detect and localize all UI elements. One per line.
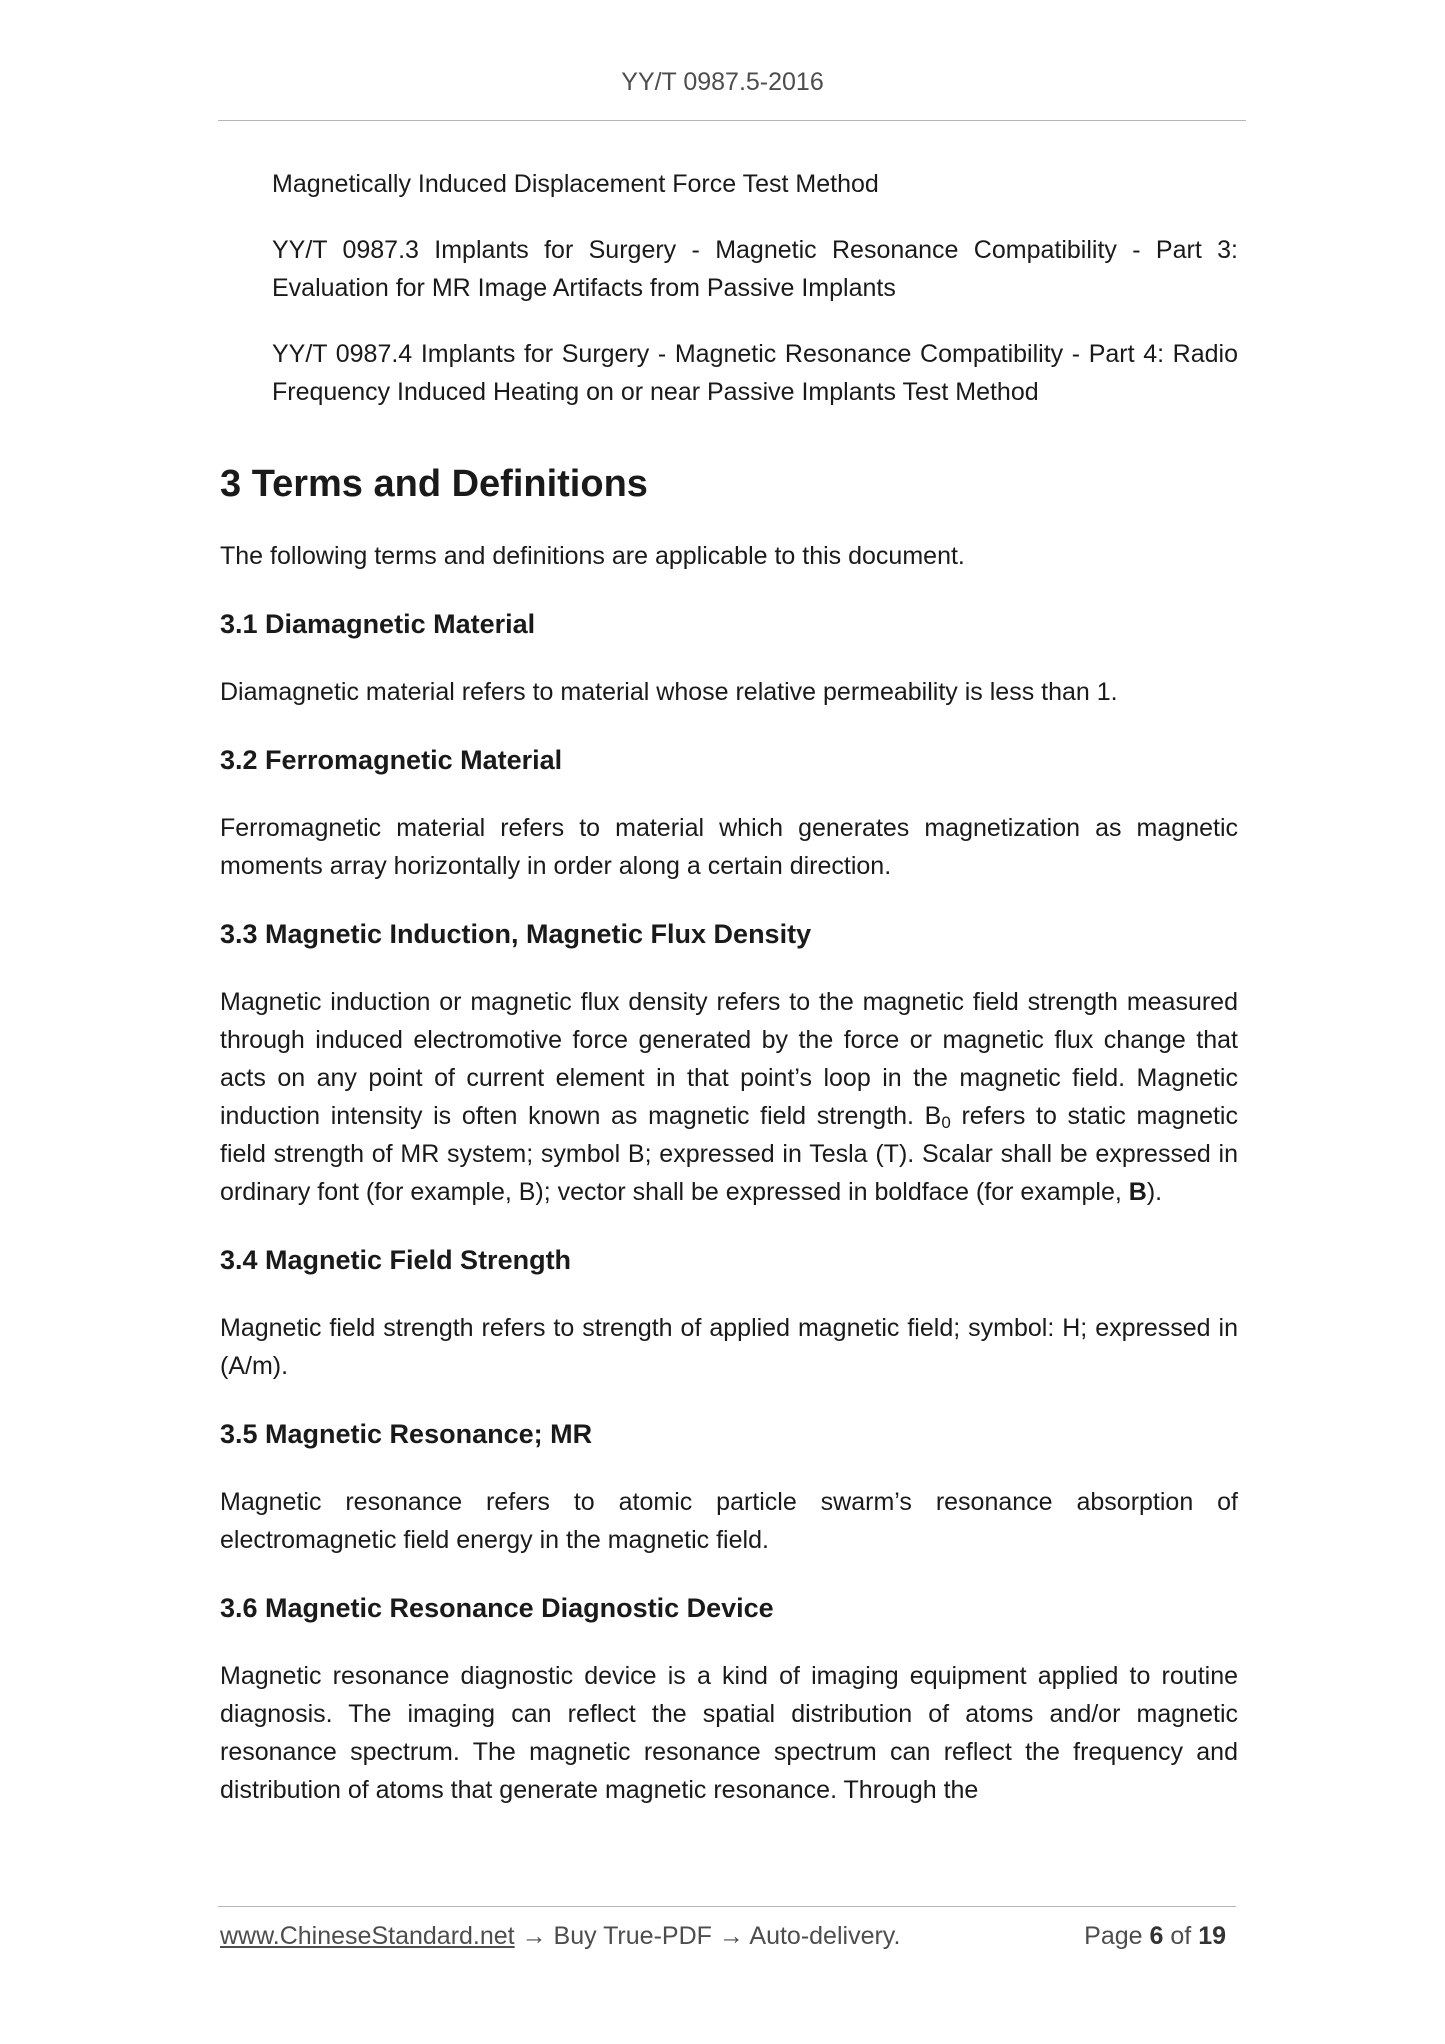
- page-indicator: Page 6 of 19: [1084, 1922, 1226, 1950]
- term-heading: 3.2 Ferromagnetic Material: [220, 745, 563, 775]
- term-heading: 3.1 Diamagnetic Material: [220, 609, 536, 639]
- term-heading: 3.5 Magnetic Resonance; MR: [220, 1419, 593, 1449]
- current-page: 6: [1149, 1922, 1164, 1950]
- bold-symbol: B: [1128, 1178, 1147, 1206]
- total-pages: 19: [1198, 1922, 1226, 1950]
- term-heading: 3.6 Magnetic Resonance Diagnostic Device: [220, 1593, 774, 1623]
- term-definition: Magnetic induction or magnetic flux density refers to the magnetic field strength measured through induced electromotive force generated by the force or magnetic flux change that acts on any point of current element in that point’s loop in the magnetic field. Magnetic induction intensity is often known as magnetic field strength. $B_0$ refers to static magnetic field strength of MR system; symbol B; expressed in Tesla (T). Scalar shall be expressed in ordinary font (for example, B); vector shall be expressed in boldface (for example, B).: [220, 988, 1238, 1206]
- term-definition: Magnetic resonance refers to atomic particle swarm’s resonance absorption of electromagnetic field energy in the magnetic field.: [220, 1488, 1238, 1554]
- term-heading: 3.4 Magnetic Field Strength: [220, 1245, 572, 1275]
- reference-item: YY/T 0987.3 Implants for Surgery - Magnetic Resonance Compatibility - Part 3: Evaluation for MR Image Artifacts from Passive Implants: [272, 236, 1238, 302]
- term-definition: Magnetic field strength refers to strength of applied magnetic field; symbol: H; expressed in (A/m).: [220, 1314, 1238, 1380]
- page-body: [220, 165, 1238, 1809]
- term-definition: Diamagnetic material refers to material whose relative permeability is less than 1.: [220, 678, 1118, 706]
- reference-continuation: Magnetically Induced Displacement Force Test Method: [272, 170, 879, 198]
- reference-item: YY/T 0987.4 Implants for Surgery - Magnetic Resonance Compatibility - Part 4: Radio Frequency Induced Heating on or near Passive Implants Test Method: [272, 340, 1238, 406]
- section-title: 3 Terms and Definitions: [220, 463, 648, 505]
- subscript: 0: [941, 1113, 951, 1132]
- term-definition: Ferromagnetic material refers to material which generates magnetization as magnetic moments array horizontally in order along a certain direction.: [220, 814, 1238, 880]
- section-intro: The following terms and definitions are applicable to this document.: [220, 542, 965, 570]
- footer-divider: [218, 1906, 1236, 1907]
- website-link[interactable]: www.ChineseStandard.net: [220, 1922, 515, 1950]
- header-divider: [218, 120, 1246, 121]
- running-header: YY/T 0987.5-2016: [621, 68, 824, 96]
- term-definition: Magnetic resonance diagnostic device is a kind of imaging equipment applied to routine diagnosis. The imaging can reflect the spatial distribution of atoms and/or magnetic resonance spectrum. The magnetic resonance spectrum can reflect the frequency and distribution of atoms that generate magnetic resonance. Through the: [220, 1662, 1238, 1804]
- term-heading: 3.3 Magnetic Induction, Magnetic Flux Density: [220, 919, 812, 949]
- page-footer: [220, 1922, 1238, 1951]
- footer-tagline: → Buy True-PDF → Auto-delivery.: [514, 1922, 901, 1950]
